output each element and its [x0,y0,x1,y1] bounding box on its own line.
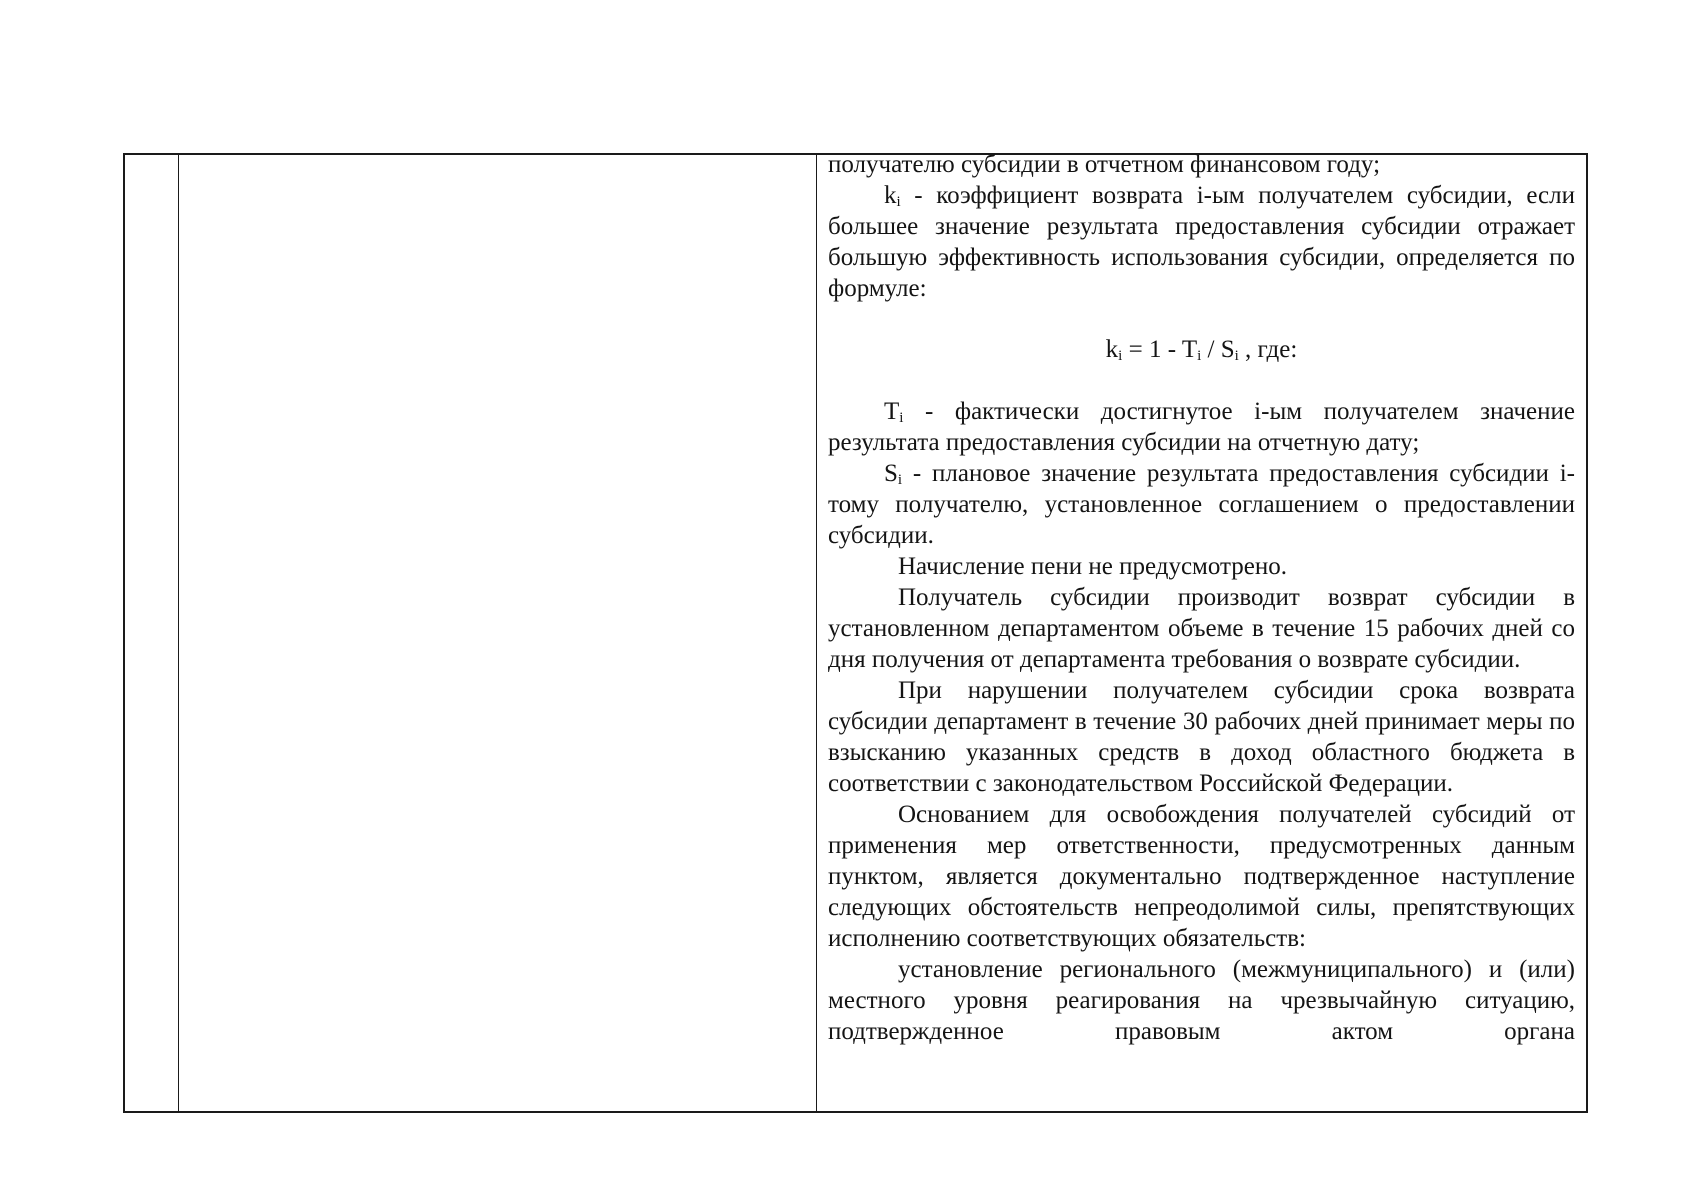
formula-t-subscript: i [1197,348,1202,364]
paragraph-emergency: установление регионального (межмуниципального) и (или) местного уровня реагирования на чрезвычайную ситуацию, подтвержденное правовым актом органа [828,956,1575,1045]
formula-tail: , где: [1238,336,1298,363]
document-table [123,153,1588,1113]
table-text-cell [828,149,1575,1111]
formula-k-subscript: i [1118,348,1123,364]
column-divider-2 [816,155,817,1111]
subscript-i: i [896,194,901,210]
ki-definition-text: - коэффициент возврата i-ым получателем субсидии, если большее значение результата предоставления субсидии отражает большую эффективность использования субсидии, определяется по формуле: [828,182,1575,302]
formula-k: k [1105,336,1119,363]
formula-slash-s: / S [1201,336,1235,363]
variable-t: T [884,398,900,425]
si-definition-text: - плановое значение результата предоставления субсидии i-тому получателю, установленное соглашением о предоставлении субсидии. [828,460,1575,549]
paragraph-grounds: Основанием для освобождения получателей субсидий от применения мер ответственности, предусмотренных данным пунктом, является документально подтвержденное наступление следующих обстоятельств непреодолимой силы, препятствующих исполнению соответствующих обязательств: [828,801,1575,952]
paragraph-si-definition [828,458,1575,551]
subscript-i: i [899,410,904,426]
variable-k: k [884,182,897,209]
variable-s: S [884,460,898,487]
paragraph-penalty: Начисление пени не предусмотрено. [898,553,1287,580]
subscript-i: i [897,472,903,488]
formula-s-subscript: i [1234,348,1239,364]
formula-equals-t: = 1 - T [1122,336,1198,363]
ti-definition-text: - фактически достигнутое i-ым получателем значение результата предоставления субсидии на отчетную дату; [828,398,1575,456]
paragraph-continuation: получателю субсидии в отчетном финансовом году; [828,151,1381,178]
paragraph-violation: При нарушении получателем субсидии срока возврата субсидии департамент в течение 30 рабочих дней принимает меры по взысканию указанных средств в доход областного бюджета в соответствии с законодательством Российской Федерации. [828,677,1575,797]
formula-ki [828,334,1575,365]
paragraph-ki-definition [828,180,1575,304]
paragraph-return: Получатель субсидии производит возврат субсидии в установленном департаментом объеме в течение 15 рабочих дней со дня получения от департамента требования о возврате субсидии. [828,584,1575,673]
column-divider-1 [178,155,179,1111]
paragraph-ti-definition [828,396,1575,458]
